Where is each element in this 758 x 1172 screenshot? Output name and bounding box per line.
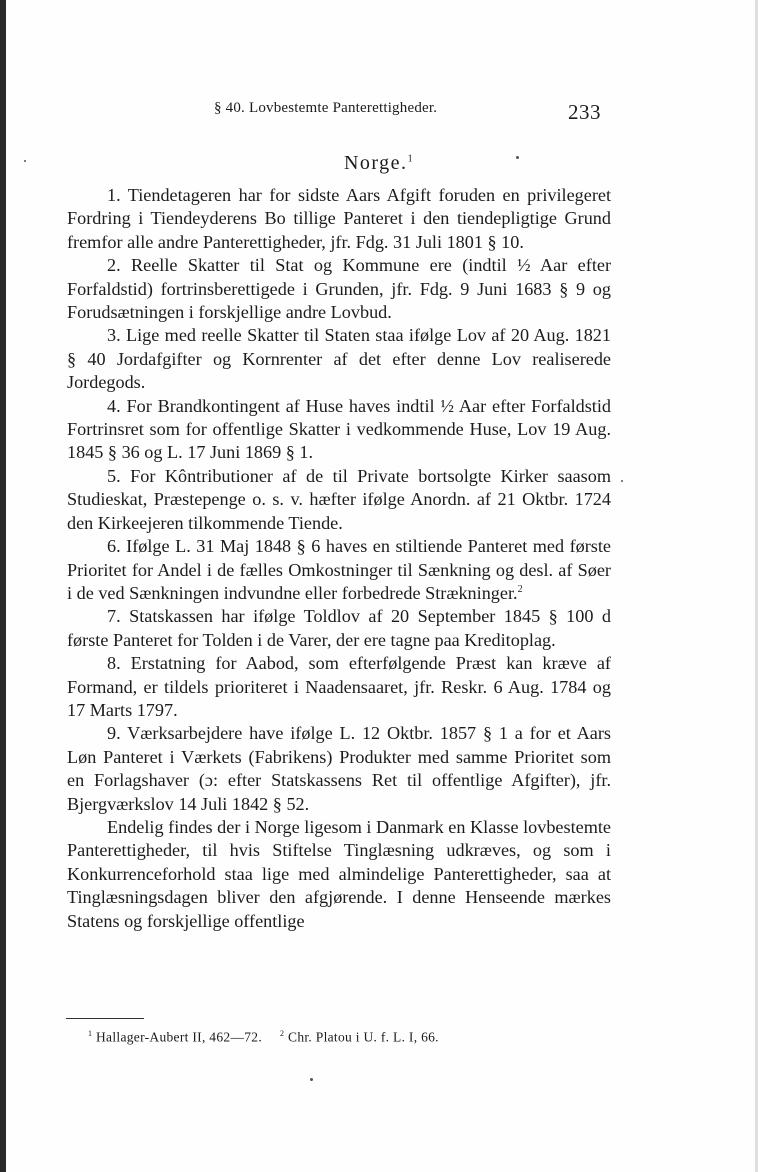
specks — [310, 1078, 313, 1081]
scan-edge-left — [0, 0, 6, 1172]
paragraph-1: 1. Tiendetageren har for sidste Aars Afgift foruden en privilegeret Fordring i Tiendeyderens Bo tillige Panteret i den tiendepligtige Grund fremfor alle andre Panterettigheder, jfr. Fdg. 31 Juli 1801 § 10. — [67, 185, 611, 252]
paragraph-10: Endelig findes der i Norge ligesom i Danmark en Klasse lovbestemte Panterettigheder, til hvis Stiftelse Tinglæsning udkræves, og som i Konkurrenceforhold staa lige med almindelige Panterettigheder, saa at Tinglæsningsdagen bliver den afgjørende. I denne Henseende mærkes Statens og forskjellige offentlige — [67, 816, 611, 931]
footnote-1-mark: 1 — [88, 1029, 93, 1038]
footnote-2-mark: 2 — [280, 1029, 285, 1038]
paragraph-8: 8. Erstatning for Aabod, som efterfølgende Præst kan kræve af Formand, er tildels prioriteret i Naadensaaret, jfr. Reskr. 6 Aug. 1784 og 17 Marts 1797. — [67, 653, 611, 720]
footnotes — [88, 1029, 628, 1046]
page-number: 233 — [568, 100, 601, 124]
footnote-1-text: Hallager-Aubert II, 462—72. — [96, 1029, 263, 1045]
footnote-ref-1: 1 — [407, 153, 415, 165]
footnote-rule — [66, 1018, 144, 1019]
paragraph-5: 5. For Kôntributioner af de til Private bortsolgte Kirker saasom Studieskat, Præstepenge o. s. v. hæfter ifølge Anordn. af 21 Oktbr. 1724 den Kirkeejeren tilkommende Tiende. — [67, 465, 611, 533]
paragraph-3: 3. Lige med reelle Skatter til Staten staa ifølge Lov af 20 Aug. 1821 § 40 Jordafgifter og Kornrenter af det efter denne Lov realiserede Jordegods. — [67, 325, 611, 393]
paragraph-9: 9. Værksarbejdere have ifølge L. 12 Oktbr. 1857 § 1 a for et Aars Løn Panteret i Værkets (Fabrikens) Produkter med samme Prioritet som en Forlagshaver (ɔ: efter Statskassens Ret til offentlige Afgifter), jfr. Bjergværkslov 14 Juli 1842 § 52. — [67, 723, 611, 814]
section-title — [0, 152, 758, 175]
running-header: § 40. Lovbestemte Panterettigheder. — [214, 100, 438, 116]
paragraph-4: 4. For Brandkontingent af Huse haves indtil ½ Aar efter Forfaldstid Fortrinsret som for offentlige Skatter i vedkommende Huse, Lov 19 Aug. 1845 § 36 og L. 17 Juni 1869 § 1. — [67, 395, 611, 463]
paragraph-6 — [67, 535, 611, 605]
specks — [24, 160, 26, 162]
footnote-ref-2: 2 — [517, 583, 523, 595]
paragraph-6-text: 6. Ifølge L. 31 Maj 1848 § 6 haves en stiltiende Panteret med første Prioritet for Andel i de fælles Omkostninger til Sænkning og desl. af Søer i de ved Sænkningen indvundne eller forbedrede Strækninger. — [67, 536, 611, 603]
paragraph-2: 2. Reelle Skatter til Stat og Kommune ere (indtil ½ Aar efter Forfaldstid) fortrinsberettigede i Grunden, jfr. Fdg. 9 Juni 1683 § 9 og Forudsætningen i forskjellige andre Lovbud. — [67, 255, 611, 323]
specks — [516, 156, 519, 159]
footnote-2-text: Chr. Platou i U. f. L. I, 66. — [288, 1029, 439, 1045]
body-text — [67, 184, 611, 933]
section-title-text: Norge. — [343, 152, 408, 174]
specks — [621, 480, 623, 482]
paragraph-7: 7. Statskassen har ifølge Toldlov af 20 September 1845 § 100 d første Panteret for Tolden i de Varer, der ere tagne paa Kreditoplag. — [67, 606, 611, 650]
